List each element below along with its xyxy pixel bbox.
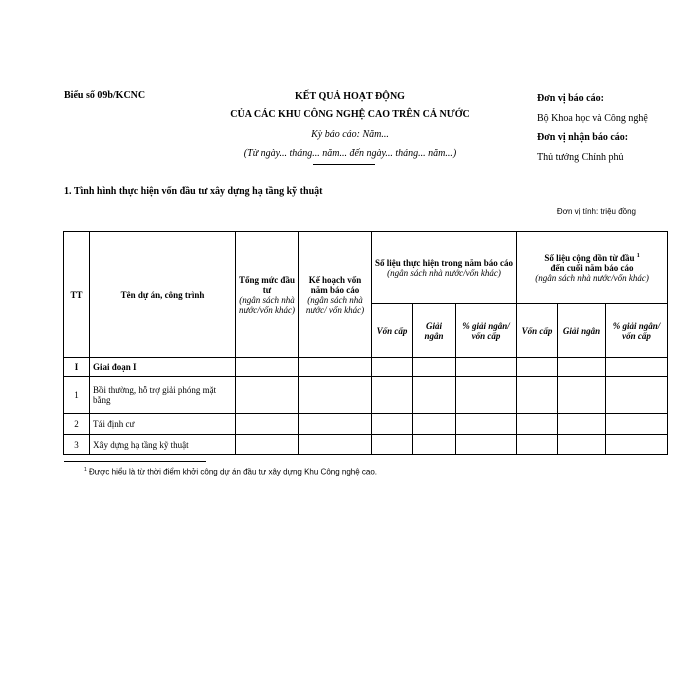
- receiving-unit-label: Đơn vị nhận báo cáo:: [537, 132, 629, 143]
- header-cumulative-label-b: đến cuối năm báo cáo: [550, 262, 634, 273]
- header-year-actual-note: (ngân sách nhà nước/vốn khác): [387, 267, 501, 278]
- row-value-cell: [456, 414, 517, 435]
- report-title-line2: CỦA CÁC KHU CÔNG NGHỆ CAO TRÊN CẢ NƯỚC: [230, 109, 470, 120]
- row-tt: 3: [64, 435, 90, 455]
- header-tt: TT: [64, 232, 90, 358]
- report-period: Kỳ báo cáo: Năm...: [311, 129, 389, 140]
- row-value-cell: [372, 435, 413, 455]
- report-title-line1: KẾT QUẢ HOẠT ĐỘNG: [295, 91, 405, 102]
- row-value-cell: [372, 358, 413, 377]
- row-value-cell: [413, 414, 456, 435]
- header-year-disbursed: Giải ngân: [413, 304, 456, 358]
- row-value-cell: [558, 358, 606, 377]
- row-value-cell: [372, 377, 413, 414]
- header-year-actual-label: Số liệu thực hiện trong năm báo cáo: [375, 257, 514, 268]
- row-value-cell: [517, 414, 558, 435]
- unit-of-measure: Đơn vị tính: triệu đồng: [556, 207, 636, 216]
- header-total-investment-note: (ngân sách nhà nước/vốn khác): [239, 294, 295, 315]
- row-value-cell: [413, 358, 456, 377]
- row-value-cell: [236, 435, 299, 455]
- row-value-cell: [299, 358, 372, 377]
- header-annual-plan: [299, 232, 372, 358]
- row-tt: 2: [64, 414, 90, 435]
- header-cumulative: [517, 232, 668, 304]
- row-value-cell: [517, 358, 558, 377]
- row-value-cell: [558, 414, 606, 435]
- investment-table: [63, 231, 668, 455]
- footnote-ref: 1: [636, 252, 640, 259]
- section-title: 1. Tình hình thực hiện vốn đầu tư xây dựng hạ tầng kỹ thuật: [64, 186, 323, 197]
- header-cum-disbursed: Giải ngân: [558, 304, 606, 358]
- row-value-cell: [299, 377, 372, 414]
- row-value-cell: [456, 377, 517, 414]
- row-project-name: Xây dựng hạ tầng kỹ thuật: [90, 435, 236, 455]
- row-value-cell: [517, 435, 558, 455]
- header-total-investment-label: Tổng mức đầu tư: [239, 274, 295, 295]
- table-row: [64, 358, 668, 377]
- row-value-cell: [413, 435, 456, 455]
- footnote-text: Được hiểu là từ thời điểm khởi công dự án đầu tư xây dựng Khu Công nghệ cao.: [89, 467, 378, 477]
- row-value-cell: [236, 358, 299, 377]
- header-year-actual: [372, 232, 517, 304]
- header-total-investment: [236, 232, 299, 358]
- header-annual-plan-label: Kế hoạch vốn năm báo cáo: [308, 274, 362, 295]
- row-value-cell: [299, 435, 372, 455]
- row-tt: 1: [64, 377, 90, 414]
- row-value-cell: [558, 377, 606, 414]
- header-cum-percent: % giải ngân/ vốn cấp: [606, 304, 668, 358]
- report-heading: [200, 89, 500, 165]
- table-row: [64, 377, 668, 414]
- row-value-cell: [517, 377, 558, 414]
- header-cum-allocated: Vốn cấp: [517, 304, 558, 358]
- unit-info: [537, 89, 648, 167]
- report-date-range: (Từ ngày... tháng... năm... đến ngày... tháng... năm...): [243, 148, 457, 159]
- reporting-unit-value: Bộ Khoa học và Công nghệ: [537, 112, 648, 124]
- footnote: [84, 467, 377, 477]
- header-cumulative-note: (ngân sách nhà nước/vốn khác): [535, 272, 649, 283]
- row-value-cell: [606, 435, 668, 455]
- header-project-name: Tên dự án, công trình: [90, 232, 236, 358]
- receiving-unit-value: Thủ tướng Chính phủ: [537, 151, 624, 163]
- form-code: Biểu số 09b/KCNC: [64, 90, 146, 101]
- table-row: [64, 435, 668, 455]
- row-project-name: Bồi thường, hỗ trợ giải phóng mặt bằng: [90, 377, 236, 414]
- row-value-cell: [413, 377, 456, 414]
- row-value-cell: [606, 358, 668, 377]
- row-value-cell: [372, 414, 413, 435]
- table-row: [64, 414, 668, 435]
- row-value-cell: [236, 377, 299, 414]
- heading-divider: [313, 164, 375, 165]
- header-year-percent: % giải ngân/ vốn cấp: [456, 304, 517, 358]
- footnote-mark: 1: [84, 467, 87, 473]
- reporting-unit-label: Đơn vị báo cáo:: [537, 93, 604, 104]
- row-value-cell: [606, 414, 668, 435]
- row-value-cell: [456, 358, 517, 377]
- row-tt: I: [64, 358, 90, 377]
- header-cumulative-label-a: Số liệu cộng dồn từ đầu: [544, 252, 635, 263]
- footnote-divider: [64, 461, 206, 462]
- header-year-allocated: Vốn cấp: [372, 304, 413, 358]
- row-value-cell: [299, 414, 372, 435]
- row-project-name: Tái định cư: [90, 414, 236, 435]
- row-value-cell: [558, 435, 606, 455]
- row-value-cell: [606, 377, 668, 414]
- row-value-cell: [456, 435, 517, 455]
- row-project-name: Giai đoạn I: [90, 358, 236, 377]
- header-annual-plan-note: (ngân sách nhà nước/ vốn khác): [305, 294, 365, 315]
- row-value-cell: [236, 414, 299, 435]
